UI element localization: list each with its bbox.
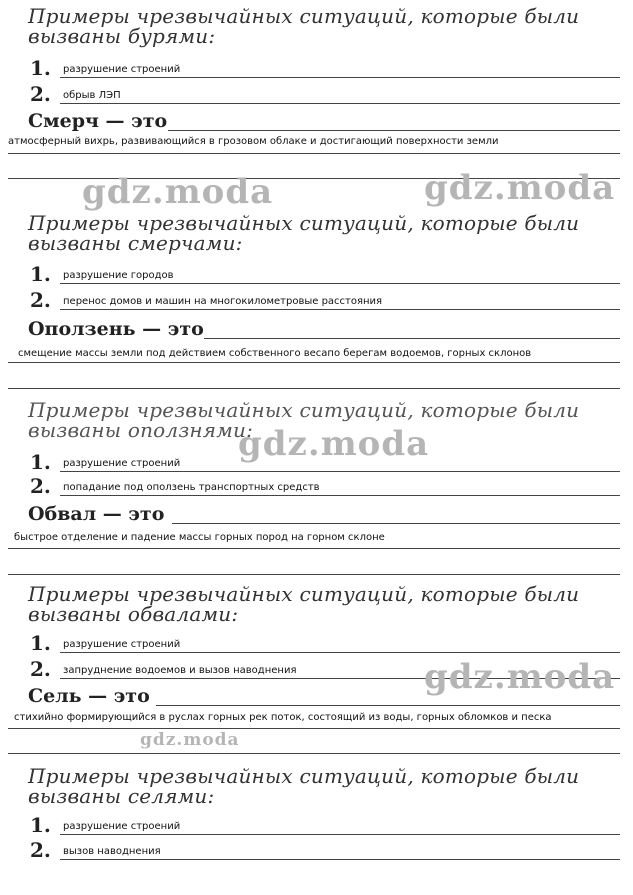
section-prompt: Примеры чрезвычайных ситуаций, которые были вызваны смерчами: <box>28 211 580 255</box>
answer-line <box>60 283 620 284</box>
definition-text: быстрое отделение и падение массы горных пород на горном склоне <box>14 532 385 543</box>
answer-line <box>156 705 620 706</box>
answer-line <box>60 859 620 860</box>
answer-line <box>60 652 620 653</box>
answer-line <box>60 495 620 496</box>
item-number: 1. <box>30 813 51 837</box>
watermark: gdz.moda <box>238 424 430 464</box>
watermark: gdz.moda <box>82 172 274 212</box>
answer-line <box>60 103 620 104</box>
term-label: Оползень — это <box>28 318 204 340</box>
section-prompt: Примеры чрезвычайных ситуаций, которые были вызваны оползнями: <box>28 398 580 442</box>
answer-line <box>60 471 620 472</box>
answer-text: запруднение водоемов и вызов наводнения <box>63 665 297 676</box>
answer-line <box>8 548 620 549</box>
item-number: 2. <box>30 838 51 862</box>
definition-row <box>8 528 620 546</box>
answer-row <box>30 838 620 860</box>
answer-line <box>8 574 620 575</box>
answer-line <box>60 309 620 310</box>
term-row <box>28 108 620 132</box>
definition-row <box>8 132 620 150</box>
answer-line <box>8 753 620 754</box>
answer-text: попадание под оползень транспортных средств <box>63 482 320 493</box>
answer-line <box>8 362 620 363</box>
answer-text: разрушение строений <box>63 639 181 650</box>
item-number: 2. <box>30 288 51 312</box>
section-prompt: Примеры чрезвычайных ситуаций, которые были вызваны бурями: <box>28 4 580 48</box>
answer-row <box>30 262 620 284</box>
answer-line <box>204 338 620 339</box>
answer-row <box>30 56 620 78</box>
answer-row <box>30 82 620 104</box>
answer-text: перенос домов и машин на многокилометровые расстояния <box>63 296 383 307</box>
answer-line <box>8 153 620 154</box>
item-number: 1. <box>30 631 51 655</box>
term-label: Сель — это <box>28 685 150 707</box>
definition-row <box>8 344 620 362</box>
watermark: gdz.moda <box>424 168 616 208</box>
answer-line <box>168 130 620 131</box>
answer-row <box>30 813 620 835</box>
term-row <box>28 683 620 707</box>
item-number: 2. <box>30 657 51 681</box>
answer-row <box>30 474 620 496</box>
answer-row <box>30 631 620 653</box>
term-row <box>28 501 620 525</box>
answer-text: вызов наводнения <box>63 846 161 857</box>
item-number: 2. <box>30 82 51 106</box>
answer-line <box>60 678 620 679</box>
item-number: 1. <box>30 450 51 474</box>
definition-text: атмосферный вихрь, развивающийся в грозовом облаке и достигающий поверхности земли <box>8 136 499 147</box>
answer-row <box>30 288 620 310</box>
answer-line <box>60 77 620 78</box>
answer-line <box>60 834 620 835</box>
answer-text: разрушение строений <box>63 458 181 469</box>
section-prompt: Примеры чрезвычайных ситуаций, которые были вызваны селями: <box>28 764 580 808</box>
watermark: gdz.moda <box>424 657 616 697</box>
item-number: 1. <box>30 56 51 80</box>
answer-text: обрыв ЛЭП <box>63 90 121 101</box>
definition-text: стихийно формирующийся в руслах горных рек поток, состоящий из воды, горных обломков и песка <box>14 712 552 723</box>
answer-row <box>30 450 620 472</box>
term-label: Обвал — это <box>28 503 165 525</box>
term-row <box>28 316 620 340</box>
section-prompt: Примеры чрезвычайных ситуаций, которые были вызваны обвалами: <box>28 582 580 626</box>
watermark: gdz.moda <box>140 730 240 750</box>
answer-text: разрушение строений <box>63 821 181 832</box>
answer-line <box>8 388 620 389</box>
definition-text: смещение массы земли под действием собственного весапо берегам водоемов, горных склонов <box>18 348 532 359</box>
item-number: 2. <box>30 474 51 498</box>
answer-line <box>8 728 620 729</box>
answer-text: разрушение городов <box>63 270 174 281</box>
answer-text: разрушение строений <box>63 64 181 75</box>
answer-line <box>8 178 620 179</box>
term-label: Смерч — это <box>28 110 168 132</box>
answer-line <box>172 523 620 524</box>
definition-row <box>8 708 620 726</box>
answer-row <box>30 657 620 679</box>
item-number: 1. <box>30 262 51 286</box>
